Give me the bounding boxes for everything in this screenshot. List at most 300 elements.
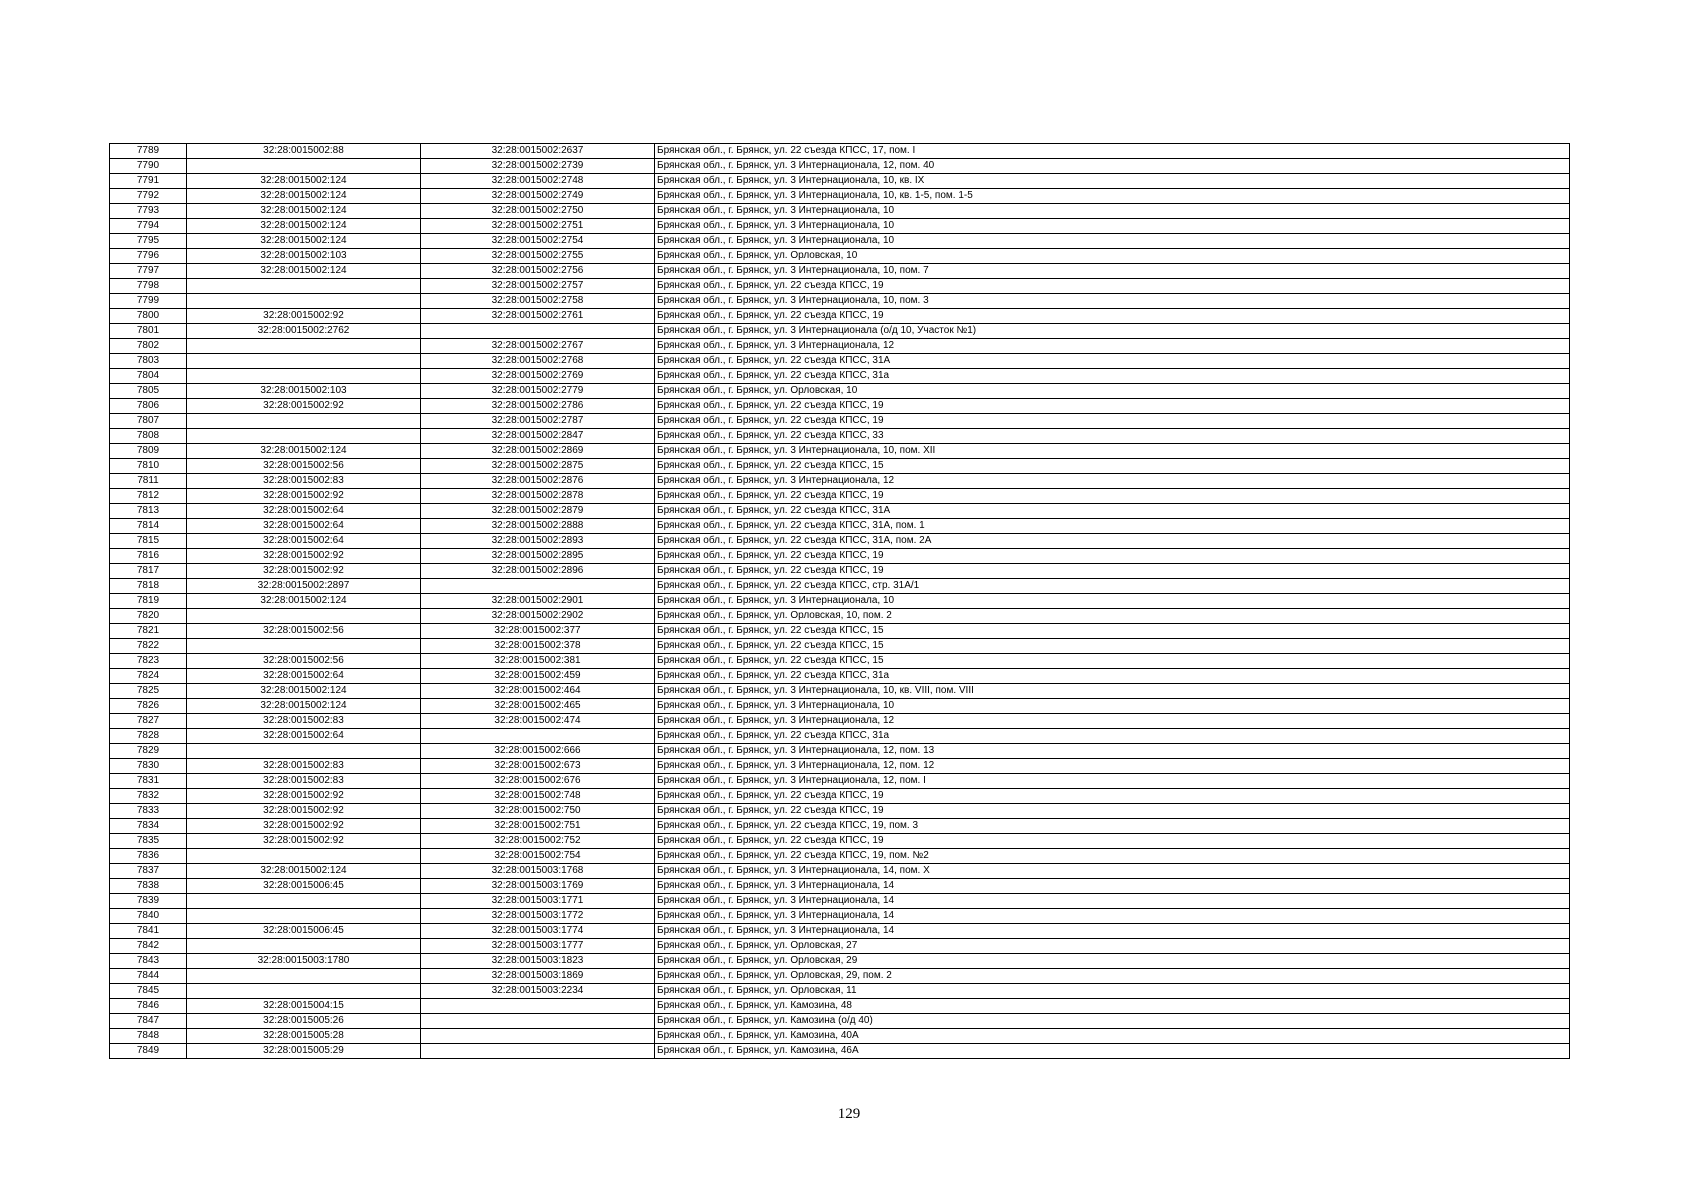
- object-number-cell: 32:28:0015003:1769: [421, 879, 655, 894]
- row-number-cell: 7821: [110, 624, 187, 639]
- row-number-cell: 7794: [110, 219, 187, 234]
- object-number-cell: [421, 579, 655, 594]
- parcel-number-cell: [187, 894, 421, 909]
- row-number-cell: 7820: [110, 609, 187, 624]
- address-cell: Брянская обл., г. Брянск, ул. 3 Интернационала, 10, пом. XII: [655, 444, 1570, 459]
- parcel-number-cell: [187, 849, 421, 864]
- object-number-cell: 32:28:0015003:2234: [421, 984, 655, 999]
- object-number-cell: 32:28:0015003:1772: [421, 909, 655, 924]
- parcel-number-cell: 32:28:0015002:103: [187, 249, 421, 264]
- parcel-number-cell: 32:28:0015002:124: [187, 174, 421, 189]
- parcel-number-cell: 32:28:0015002:64: [187, 519, 421, 534]
- address-cell: Брянская обл., г. Брянск, ул. 3 Интернационала, 14, пом. X: [655, 864, 1570, 879]
- object-number-cell: 32:28:0015002:750: [421, 804, 655, 819]
- table-row: [110, 624, 1570, 639]
- address-cell: Брянская обл., г. Брянск, ул. Орловская, 11: [655, 984, 1570, 999]
- address-cell: Брянская обл., г. Брянск, ул. 3 Интернационала, 12, пом. 40: [655, 159, 1570, 174]
- table-row: [110, 654, 1570, 669]
- parcel-number-cell: 32:28:0015006:45: [187, 924, 421, 939]
- object-number-cell: 32:28:0015002:2902: [421, 609, 655, 624]
- table-row: [110, 459, 1570, 474]
- table-row: [110, 339, 1570, 354]
- row-number-cell: 7846: [110, 999, 187, 1014]
- parcel-number-cell: 32:28:0015002:124: [187, 219, 421, 234]
- parcel-number-cell: 32:28:0015002:103: [187, 384, 421, 399]
- address-cell: Брянская обл., г. Брянск, ул. 3 Интернационала, 14: [655, 879, 1570, 894]
- address-cell: Брянская обл., г. Брянск, ул. Орловская, 10, пом. 2: [655, 609, 1570, 624]
- page-number: 129: [837, 1106, 861, 1122]
- object-number-cell: 32:28:0015002:2847: [421, 429, 655, 444]
- object-number-cell: 32:28:0015002:752: [421, 834, 655, 849]
- object-number-cell: 32:28:0015002:2750: [421, 204, 655, 219]
- table-row: [110, 174, 1570, 189]
- address-cell: Брянская обл., г. Брянск, ул. 22 съезда КПСС, 31А, пом. 2А: [655, 534, 1570, 549]
- object-number-cell: 32:28:0015002:2893: [421, 534, 655, 549]
- row-number-cell: 7797: [110, 264, 187, 279]
- parcel-number-cell: 32:28:0015002:92: [187, 804, 421, 819]
- parcel-number-cell: 32:28:0015002:92: [187, 549, 421, 564]
- parcel-number-cell: [187, 639, 421, 654]
- address-cell: Брянская обл., г. Брянск, ул. Орловская, 29: [655, 954, 1570, 969]
- table-row: [110, 729, 1570, 744]
- address-cell: Брянская обл., г. Брянск, ул. 3 Интернационала, 10: [655, 699, 1570, 714]
- table-row: [110, 789, 1570, 804]
- table-row: [110, 714, 1570, 729]
- table-row: [110, 444, 1570, 459]
- object-number-cell: 32:28:0015002:2769: [421, 369, 655, 384]
- address-cell: Брянская обл., г. Брянск, ул. 22 съезда КПСС, 19: [655, 804, 1570, 819]
- row-number-cell: 7802: [110, 339, 187, 354]
- parcel-number-cell: [187, 969, 421, 984]
- parcel-number-cell: 32:28:0015002:88: [187, 144, 421, 159]
- address-cell: Брянская обл., г. Брянск, ул. 3 Интернационала, 12: [655, 714, 1570, 729]
- row-number-cell: 7791: [110, 174, 187, 189]
- address-cell: Брянская обл., г. Брянск, ул. 22 съезда КПСС, 19, пом. 3: [655, 819, 1570, 834]
- object-number-cell: [421, 1044, 655, 1059]
- table-row: [110, 819, 1570, 834]
- row-number-cell: 7828: [110, 729, 187, 744]
- parcel-number-cell: [187, 414, 421, 429]
- address-cell: Брянская обл., г. Брянск, ул. 3 Интернационала, 12: [655, 474, 1570, 489]
- parcel-number-cell: 32:28:0015002:92: [187, 834, 421, 849]
- table-row: [110, 204, 1570, 219]
- parcel-number-cell: [187, 354, 421, 369]
- row-number-cell: 7814: [110, 519, 187, 534]
- table-row: [110, 1029, 1570, 1044]
- table-row: [110, 354, 1570, 369]
- parcel-number-cell: 32:28:0015002:124: [187, 699, 421, 714]
- table-row: [110, 264, 1570, 279]
- table-row: [110, 909, 1570, 924]
- row-number-cell: 7805: [110, 384, 187, 399]
- parcel-number-cell: 32:28:0015002:92: [187, 399, 421, 414]
- object-number-cell: 32:28:0015002:2779: [421, 384, 655, 399]
- object-number-cell: 32:28:0015002:673: [421, 759, 655, 774]
- address-cell: Брянская обл., г. Брянск, ул. 22 съезда КПСС, 17, пом. I: [655, 144, 1570, 159]
- row-number-cell: 7816: [110, 549, 187, 564]
- address-cell: Брянская обл., г. Брянск, ул. 22 съезда КПСС, 19: [655, 834, 1570, 849]
- address-cell: Брянская обл., г. Брянск, ул. Камозина, 40А: [655, 1029, 1570, 1044]
- row-number-cell: 7835: [110, 834, 187, 849]
- row-number-cell: 7845: [110, 984, 187, 999]
- object-number-cell: 32:28:0015002:2786: [421, 399, 655, 414]
- parcel-number-cell: 32:28:0015002:64: [187, 669, 421, 684]
- table-row: [110, 774, 1570, 789]
- table-row: [110, 669, 1570, 684]
- parcel-number-cell: [187, 159, 421, 174]
- row-number-cell: 7823: [110, 654, 187, 669]
- row-number-cell: 7813: [110, 504, 187, 519]
- object-number-cell: 32:28:0015002:2739: [421, 159, 655, 174]
- address-cell: Брянская обл., г. Брянск, ул. 22 съезда КПСС, 15: [655, 459, 1570, 474]
- table-row: [110, 744, 1570, 759]
- address-cell: Брянская обл., г. Брянск, ул. Орловская, 10: [655, 249, 1570, 264]
- parcel-number-cell: 32:28:0015002:83: [187, 714, 421, 729]
- parcel-number-cell: 32:28:0015002:92: [187, 489, 421, 504]
- object-number-cell: 32:28:0015002:2895: [421, 549, 655, 564]
- row-number-cell: 7796: [110, 249, 187, 264]
- parcel-number-cell: 32:28:0015002:124: [187, 864, 421, 879]
- object-number-cell: 32:28:0015002:459: [421, 669, 655, 684]
- parcel-number-cell: 32:28:0015002:92: [187, 819, 421, 834]
- address-cell: Брянская обл., г. Брянск, ул. 22 съезда КПСС, 31а: [655, 369, 1570, 384]
- table-body: [110, 144, 1570, 1059]
- table-row: [110, 999, 1570, 1014]
- parcel-number-cell: 32:28:0015002:83: [187, 474, 421, 489]
- address-cell: Брянская обл., г. Брянск, ул. 3 Интернационала, 14: [655, 924, 1570, 939]
- table-row: [110, 759, 1570, 774]
- table-row: [110, 159, 1570, 174]
- parcel-number-cell: 32:28:0015002:124: [187, 264, 421, 279]
- object-number-cell: 32:28:0015002:2749: [421, 189, 655, 204]
- row-number-cell: 7834: [110, 819, 187, 834]
- address-cell: Брянская обл., г. Брянск, ул. 3 Интернационала, 10, кв. IX: [655, 174, 1570, 189]
- table-row: [110, 939, 1570, 954]
- row-number-cell: 7810: [110, 459, 187, 474]
- address-cell: Брянская обл., г. Брянск, ул. 3 Интернационала, 12, пом. 12: [655, 759, 1570, 774]
- object-number-cell: 32:28:0015002:378: [421, 639, 655, 654]
- parcel-number-cell: 32:28:0015002:56: [187, 654, 421, 669]
- object-number-cell: 32:28:0015002:464: [421, 684, 655, 699]
- address-cell: Брянская обл., г. Брянск, ул. 22 съезда КПСС, стр. 31А/1: [655, 579, 1570, 594]
- table-row: [110, 834, 1570, 849]
- row-number-cell: 7833: [110, 804, 187, 819]
- address-cell: Брянская обл., г. Брянск, ул. 22 съезда КПСС, 15: [655, 639, 1570, 654]
- object-number-cell: 32:28:0015002:754: [421, 849, 655, 864]
- row-number-cell: 7843: [110, 954, 187, 969]
- row-number-cell: 7847: [110, 1014, 187, 1029]
- table-row: [110, 309, 1570, 324]
- parcel-number-cell: 32:28:0015002:124: [187, 189, 421, 204]
- address-cell: Брянская обл., г. Брянск, ул. 22 съезда КПСС, 19, пом. №2: [655, 849, 1570, 864]
- table-row: [110, 519, 1570, 534]
- parcel-number-cell: [187, 744, 421, 759]
- row-number-cell: 7829: [110, 744, 187, 759]
- table-row: [110, 849, 1570, 864]
- address-cell: Брянская обл., г. Брянск, ул. 3 Интернационала, 10, кв. VIII, пом. VIII: [655, 684, 1570, 699]
- table-row: [110, 384, 1570, 399]
- object-number-cell: 32:28:0015003:1771: [421, 894, 655, 909]
- table-row: [110, 699, 1570, 714]
- object-number-cell: 32:28:0015002:465: [421, 699, 655, 714]
- parcel-number-cell: 32:28:0015002:64: [187, 729, 421, 744]
- table-row: [110, 249, 1570, 264]
- object-number-cell: 32:28:0015003:1823: [421, 954, 655, 969]
- address-cell: Брянская обл., г. Брянск, ул. 22 съезда КПСС, 31А: [655, 354, 1570, 369]
- row-number-cell: 7795: [110, 234, 187, 249]
- table-row: [110, 399, 1570, 414]
- object-number-cell: 32:28:0015002:2751: [421, 219, 655, 234]
- row-number-cell: 7817: [110, 564, 187, 579]
- table-row: [110, 549, 1570, 564]
- row-number-cell: 7830: [110, 759, 187, 774]
- parcel-number-cell: [187, 939, 421, 954]
- address-cell: Брянская обл., г. Брянск, ул. 3 Интернационала, 10, пом. 3: [655, 294, 1570, 309]
- cadastral-table: [109, 143, 1570, 1059]
- object-number-cell: 32:28:0015002:2878: [421, 489, 655, 504]
- address-cell: Брянская обл., г. Брянск, ул. 22 съезда КПСС, 31а: [655, 669, 1570, 684]
- table-row: [110, 894, 1570, 909]
- parcel-number-cell: 32:28:0015002:56: [187, 459, 421, 474]
- address-cell: Брянская обл., г. Брянск, ул. 3 Интернационала, 10: [655, 204, 1570, 219]
- row-number-cell: 7815: [110, 534, 187, 549]
- row-number-cell: 7819: [110, 594, 187, 609]
- object-number-cell: 32:28:0015003:1777: [421, 939, 655, 954]
- table-row: [110, 369, 1570, 384]
- table-row: [110, 879, 1570, 894]
- address-cell: Брянская обл., г. Брянск, ул. 3 Интернационала, 14: [655, 909, 1570, 924]
- parcel-number-cell: 32:28:0015002:92: [187, 564, 421, 579]
- row-number-cell: 7844: [110, 969, 187, 984]
- row-number-cell: 7789: [110, 144, 187, 159]
- object-number-cell: 32:28:0015002:2757: [421, 279, 655, 294]
- row-number-cell: 7809: [110, 444, 187, 459]
- row-number-cell: 7832: [110, 789, 187, 804]
- address-cell: Брянская обл., г. Брянск, ул. 22 съезда КПСС, 15: [655, 624, 1570, 639]
- table-row: [110, 564, 1570, 579]
- object-number-cell: 32:28:0015002:381: [421, 654, 655, 669]
- parcel-number-cell: [187, 339, 421, 354]
- object-number-cell: [421, 999, 655, 1014]
- table-row: [110, 534, 1570, 549]
- object-number-cell: 32:28:0015002:2901: [421, 594, 655, 609]
- object-number-cell: 32:28:0015002:2875: [421, 459, 655, 474]
- parcel-number-cell: [187, 984, 421, 999]
- table-row: [110, 1044, 1570, 1059]
- table-row: [110, 234, 1570, 249]
- row-number-cell: 7803: [110, 354, 187, 369]
- table-row: [110, 429, 1570, 444]
- address-cell: Брянская обл., г. Брянск, ул. 3 Интернационала, 14: [655, 894, 1570, 909]
- parcel-number-cell: 32:28:0015002:124: [187, 444, 421, 459]
- parcel-number-cell: 32:28:0015005:26: [187, 1014, 421, 1029]
- object-number-cell: 32:28:0015002:748: [421, 789, 655, 804]
- address-cell: Брянская обл., г. Брянск, ул. Камозина, 46А: [655, 1044, 1570, 1059]
- table-row: [110, 639, 1570, 654]
- address-cell: Брянская обл., г. Брянск, ул. 22 съезда КПСС, 31а: [655, 729, 1570, 744]
- object-number-cell: 32:28:0015002:2876: [421, 474, 655, 489]
- row-number-cell: 7804: [110, 369, 187, 384]
- object-number-cell: 32:28:0015002:2755: [421, 249, 655, 264]
- row-number-cell: 7848: [110, 1029, 187, 1044]
- row-number-cell: 7811: [110, 474, 187, 489]
- address-cell: Брянская обл., г. Брянск, ул. 3 Интернационала (о/д 10, Участок №1): [655, 324, 1570, 339]
- row-number-cell: 7799: [110, 294, 187, 309]
- object-number-cell: 32:28:0015002:2748: [421, 174, 655, 189]
- object-number-cell: 32:28:0015003:1774: [421, 924, 655, 939]
- parcel-number-cell: 32:28:0015002:92: [187, 789, 421, 804]
- parcel-number-cell: [187, 609, 421, 624]
- parcel-number-cell: [187, 909, 421, 924]
- row-number-cell: 7826: [110, 699, 187, 714]
- row-number-cell: 7807: [110, 414, 187, 429]
- object-number-cell: [421, 1029, 655, 1044]
- address-cell: Брянская обл., г. Брянск, ул. 3 Интернационала, 12, пом. 13: [655, 744, 1570, 759]
- table-row: [110, 504, 1570, 519]
- table-row: [110, 414, 1570, 429]
- address-cell: Брянская обл., г. Брянск, ул. 22 съезда КПСС, 19: [655, 489, 1570, 504]
- parcel-number-cell: 32:28:0015002:124: [187, 684, 421, 699]
- table-row: [110, 324, 1570, 339]
- table-row: [110, 609, 1570, 624]
- parcel-number-cell: [187, 429, 421, 444]
- row-number-cell: 7806: [110, 399, 187, 414]
- address-cell: Брянская обл., г. Брянск, ул. 22 съезда КПСС, 19: [655, 549, 1570, 564]
- table-row: [110, 954, 1570, 969]
- row-number-cell: 7838: [110, 879, 187, 894]
- row-number-cell: 7831: [110, 774, 187, 789]
- object-number-cell: 32:28:0015002:2787: [421, 414, 655, 429]
- row-number-cell: 7827: [110, 714, 187, 729]
- parcel-number-cell: 32:28:0015002:56: [187, 624, 421, 639]
- address-cell: Брянская обл., г. Брянск, ул. 3 Интернационала, 10: [655, 234, 1570, 249]
- address-cell: Брянская обл., г. Брянск, ул. 22 съезда КПСС, 19: [655, 414, 1570, 429]
- table-row: [110, 279, 1570, 294]
- parcel-number-cell: 32:28:0015003:1780: [187, 954, 421, 969]
- address-cell: Брянская обл., г. Брянск, ул. 3 Интернационала, 10: [655, 219, 1570, 234]
- row-number-cell: 7793: [110, 204, 187, 219]
- parcel-number-cell: [187, 369, 421, 384]
- address-cell: Брянская обл., г. Брянск, ул. 22 съезда КПСС, 33: [655, 429, 1570, 444]
- row-number-cell: 7801: [110, 324, 187, 339]
- object-number-cell: 32:28:0015002:2761: [421, 309, 655, 324]
- object-number-cell: 32:28:0015002:2879: [421, 504, 655, 519]
- object-number-cell: 32:28:0015002:2767: [421, 339, 655, 354]
- parcel-number-cell: 32:28:0015002:64: [187, 534, 421, 549]
- object-number-cell: 32:28:0015002:751: [421, 819, 655, 834]
- object-number-cell: [421, 729, 655, 744]
- row-number-cell: 7837: [110, 864, 187, 879]
- address-cell: Брянская обл., г. Брянск, ул. 3 Интернационала, 10: [655, 594, 1570, 609]
- object-number-cell: 32:28:0015002:2754: [421, 234, 655, 249]
- row-number-cell: 7836: [110, 849, 187, 864]
- address-cell: Брянская обл., г. Брянск, ул. Орловская, 27: [655, 939, 1570, 954]
- row-number-cell: 7824: [110, 669, 187, 684]
- object-number-cell: 32:28:0015002:2888: [421, 519, 655, 534]
- table-row: [110, 294, 1570, 309]
- object-number-cell: 32:28:0015003:1869: [421, 969, 655, 984]
- row-number-cell: 7825: [110, 684, 187, 699]
- table-row: [110, 804, 1570, 819]
- object-number-cell: 32:28:0015003:1768: [421, 864, 655, 879]
- parcel-number-cell: [187, 294, 421, 309]
- row-number-cell: 7808: [110, 429, 187, 444]
- address-cell: Брянская обл., г. Брянск, ул. 3 Интернационала, 12: [655, 339, 1570, 354]
- parcel-number-cell: 32:28:0015002:64: [187, 504, 421, 519]
- parcel-number-cell: 32:28:0015002:83: [187, 759, 421, 774]
- parcel-number-cell: 32:28:0015002:124: [187, 204, 421, 219]
- object-number-cell: 32:28:0015002:2768: [421, 354, 655, 369]
- parcel-number-cell: [187, 279, 421, 294]
- object-number-cell: 32:28:0015002:2758: [421, 294, 655, 309]
- parcel-number-cell: 32:28:0015005:29: [187, 1044, 421, 1059]
- address-cell: Брянская обл., г. Брянск, ул. 22 съезда КПСС, 19: [655, 309, 1570, 324]
- object-number-cell: 32:28:0015002:2896: [421, 564, 655, 579]
- table-row: [110, 984, 1570, 999]
- object-number-cell: 32:28:0015002:666: [421, 744, 655, 759]
- table-row: [110, 1014, 1570, 1029]
- address-cell: Брянская обл., г. Брянск, ул. 3 Интернационала, 10, пом. 7: [655, 264, 1570, 279]
- address-cell: Брянская обл., г. Брянск, ул. 22 съезда КПСС, 19: [655, 279, 1570, 294]
- object-number-cell: 32:28:0015002:2637: [421, 144, 655, 159]
- address-cell: Брянская обл., г. Брянск, ул. Камозина (о/д 40): [655, 1014, 1570, 1029]
- row-number-cell: 7798: [110, 279, 187, 294]
- parcel-number-cell: 32:28:0015002:2897: [187, 579, 421, 594]
- address-cell: Брянская обл., г. Брянск, ул. 22 съезда КПСС, 19: [655, 399, 1570, 414]
- row-number-cell: 7790: [110, 159, 187, 174]
- object-number-cell: [421, 1014, 655, 1029]
- object-number-cell: 32:28:0015002:2756: [421, 264, 655, 279]
- table-row: [110, 189, 1570, 204]
- address-cell: Брянская обл., г. Брянск, ул. 3 Интернационала, 10, кв. 1-5, пом. 1-5: [655, 189, 1570, 204]
- address-cell: Брянская обл., г. Брянск, ул. Орловская, 10: [655, 384, 1570, 399]
- address-cell: Брянская обл., г. Брянск, ул. Орловская, 29, пом. 2: [655, 969, 1570, 984]
- object-number-cell: 32:28:0015002:676: [421, 774, 655, 789]
- object-number-cell: 32:28:0015002:2869: [421, 444, 655, 459]
- address-cell: Брянская обл., г. Брянск, ул. 22 съезда КПСС, 19: [655, 789, 1570, 804]
- table-row: [110, 579, 1570, 594]
- parcel-number-cell: 32:28:0015006:45: [187, 879, 421, 894]
- table-row: [110, 924, 1570, 939]
- address-cell: Брянская обл., г. Брянск, ул. Камозина, 48: [655, 999, 1570, 1014]
- row-number-cell: 7849: [110, 1044, 187, 1059]
- row-number-cell: 7792: [110, 189, 187, 204]
- row-number-cell: 7841: [110, 924, 187, 939]
- row-number-cell: 7818: [110, 579, 187, 594]
- table-row: [110, 144, 1570, 159]
- parcel-number-cell: 32:28:0015002:124: [187, 234, 421, 249]
- table-row: [110, 219, 1570, 234]
- parcel-number-cell: 32:28:0015004:15: [187, 999, 421, 1014]
- table-row: [110, 474, 1570, 489]
- parcel-number-cell: 32:28:0015002:124: [187, 594, 421, 609]
- address-cell: Брянская обл., г. Брянск, ул. 22 съезда КПСС, 19: [655, 564, 1570, 579]
- row-number-cell: 7822: [110, 639, 187, 654]
- table-row: [110, 594, 1570, 609]
- row-number-cell: 7840: [110, 909, 187, 924]
- table-row: [110, 684, 1570, 699]
- parcel-number-cell: 32:28:0015005:28: [187, 1029, 421, 1044]
- address-cell: Брянская обл., г. Брянск, ул. 22 съезда КПСС, 15: [655, 654, 1570, 669]
- row-number-cell: 7842: [110, 939, 187, 954]
- table-row: [110, 864, 1570, 879]
- row-number-cell: 7839: [110, 894, 187, 909]
- object-number-cell: 32:28:0015002:474: [421, 714, 655, 729]
- row-number-cell: 7800: [110, 309, 187, 324]
- table-row: [110, 489, 1570, 504]
- table-row: [110, 969, 1570, 984]
- parcel-number-cell: 32:28:0015002:92: [187, 309, 421, 324]
